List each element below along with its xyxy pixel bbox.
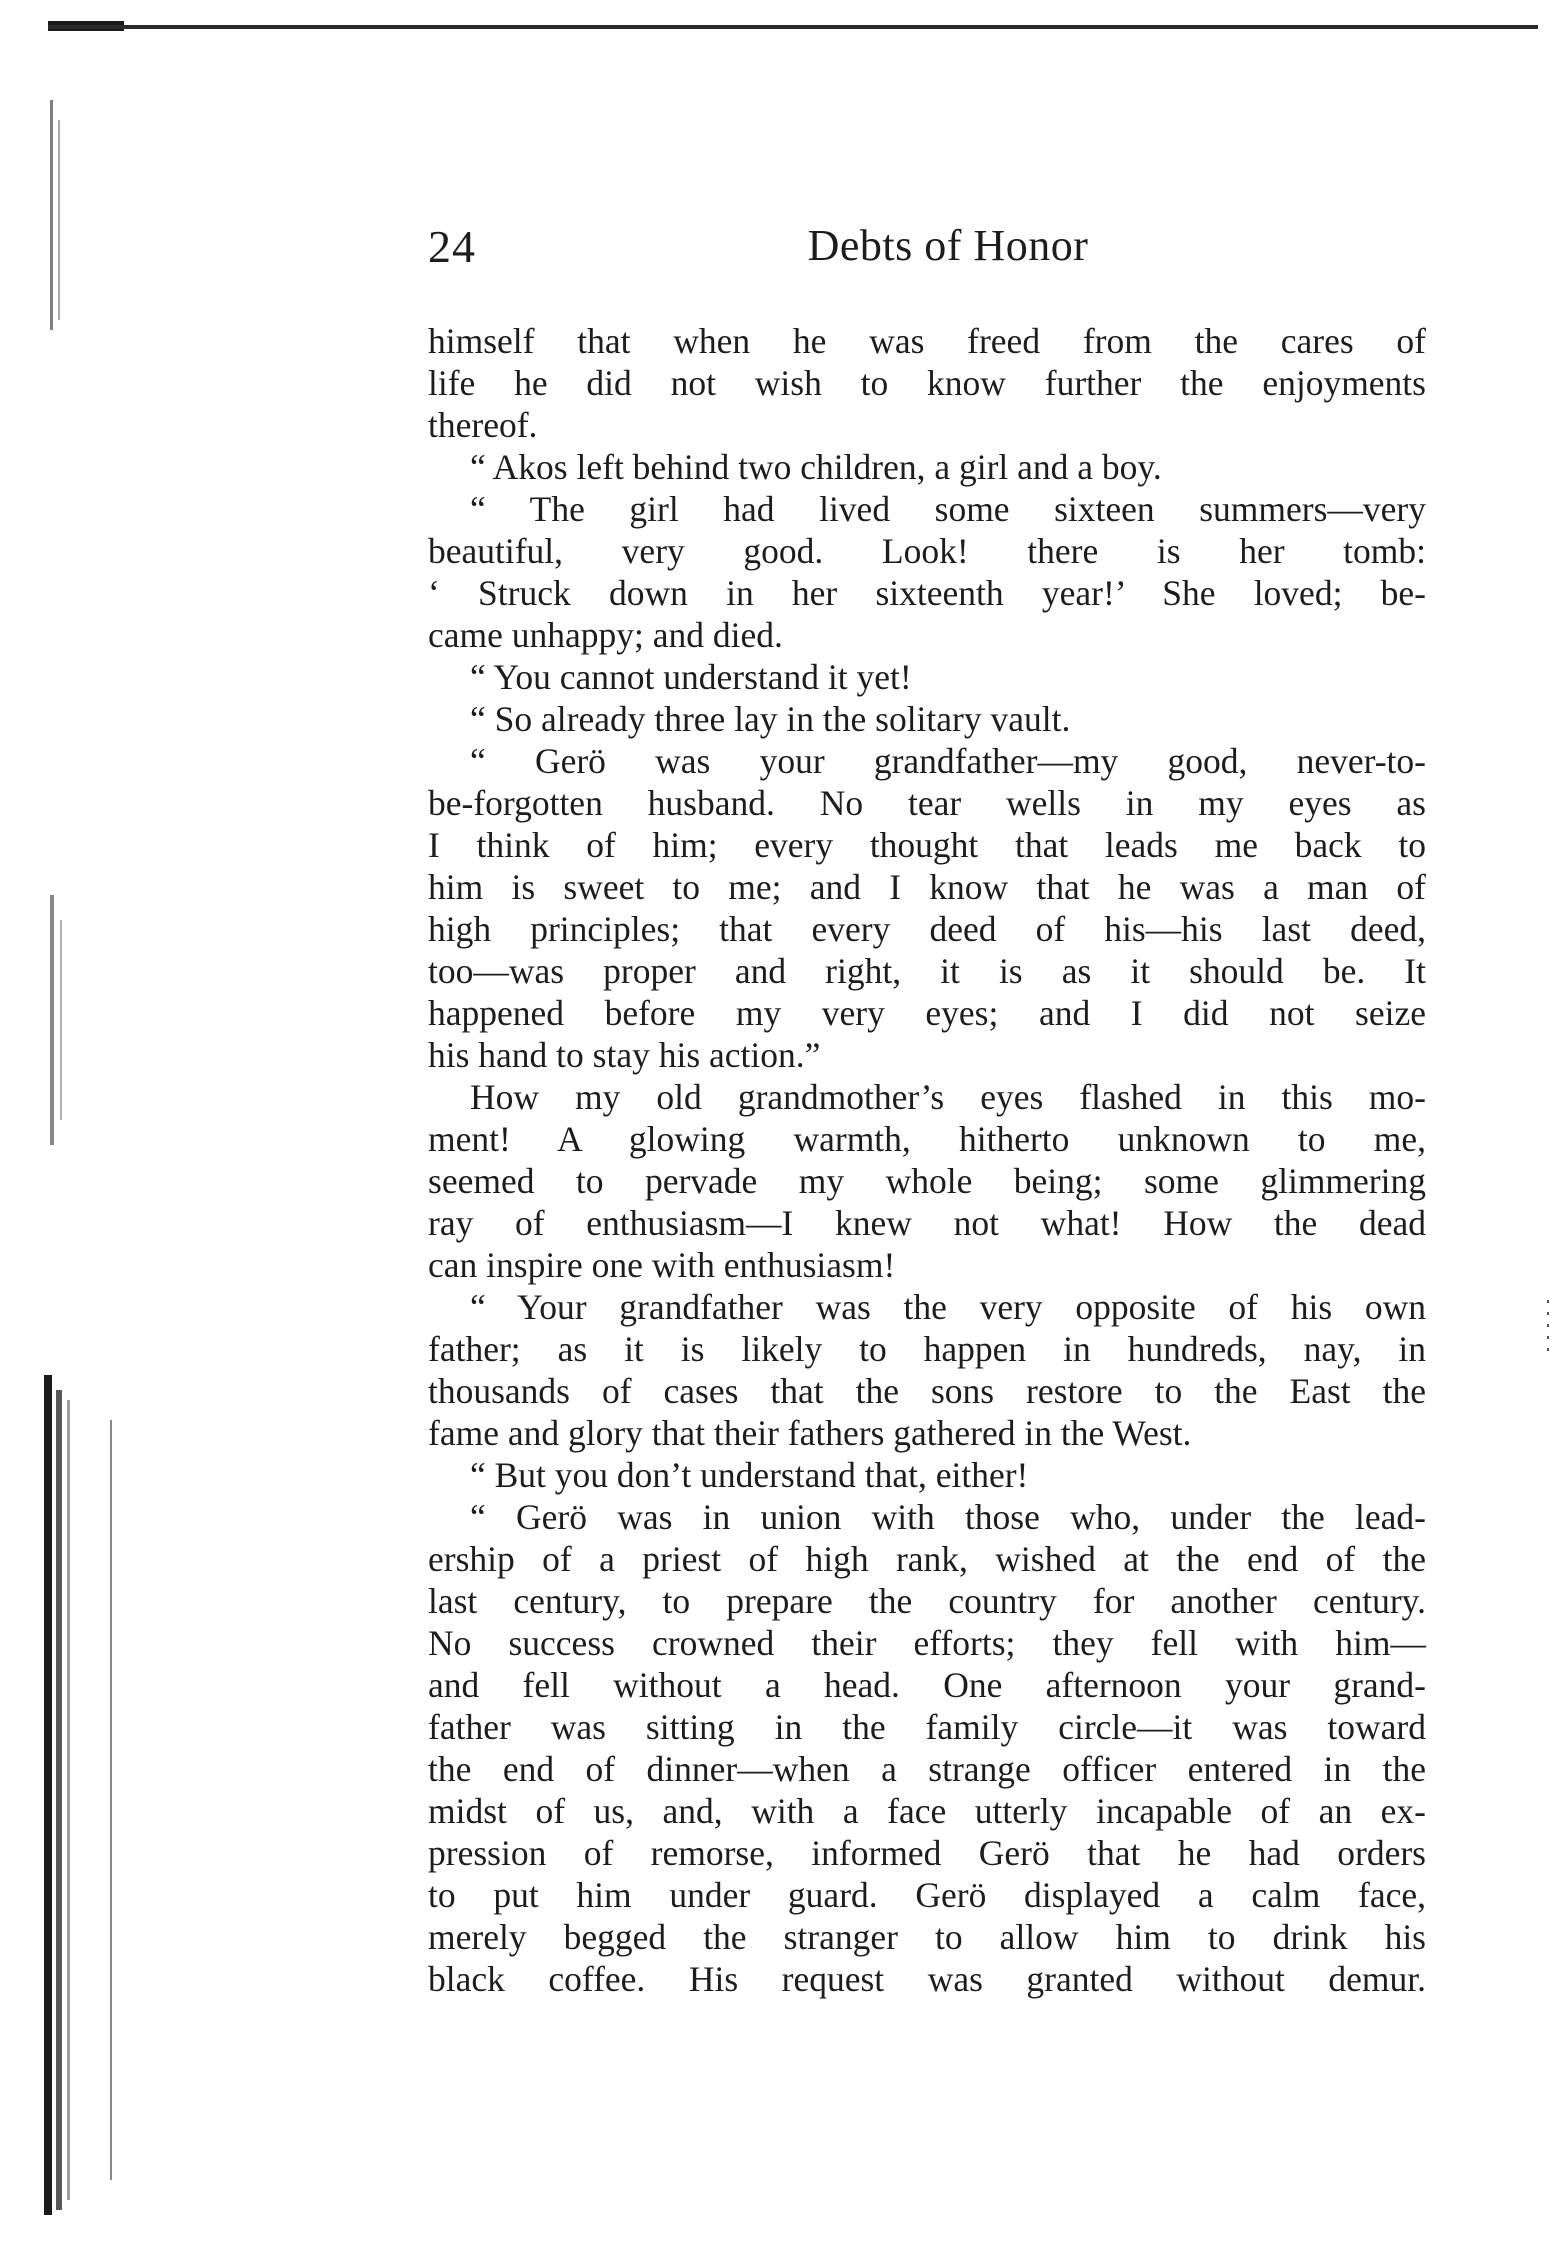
scan-edge-streak <box>56 1390 62 2210</box>
text-line: I think of him; every thought that leads me back to <box>428 825 1426 865</box>
text-line: seemed to pervade my whole being; some glimmering <box>428 1161 1426 1201</box>
text-line: himself that when he was freed from the cares of <box>428 321 1426 361</box>
text-line: came unhappy; and died. <box>428 615 783 655</box>
text-line: “ So already three lay in the solitary vault. <box>470 699 1071 739</box>
margin-dots <box>1547 1300 1549 1360</box>
scan-edge-streak <box>60 920 62 1120</box>
text-line: fame and glory that their fathers gathered in the West. <box>428 1413 1192 1453</box>
text-line: high principles; that every deed of his—his last deed, <box>428 909 1426 949</box>
text-line: ment! A glowing warmth, hitherto unknown to me, <box>428 1119 1426 1159</box>
text-line: thousands of cases that the sons restore to the East the <box>428 1371 1426 1411</box>
text-line: him is sweet to me; and I know that he was a man of <box>428 867 1426 907</box>
scan-edge-streak <box>44 1375 52 2215</box>
text-line: father; as it is likely to happen in hundreds, nay, in <box>428 1329 1426 1369</box>
page-number: 24 <box>428 221 476 272</box>
body-text <box>428 320 1426 2000</box>
text-line: merely begged the stranger to allow him to drink his <box>428 1917 1426 1957</box>
text-line: black coffee. His request was granted without demur. <box>428 1959 1426 1999</box>
text-line: last century, to prepare the country for another century. <box>428 1581 1426 1621</box>
top-border-rule <box>48 25 1538 29</box>
text-line: his hand to stay his action.” <box>428 1035 821 1075</box>
text-line: midst of us, and, with a face utterly incapable of an ex- <box>428 1791 1426 1831</box>
text-line: can inspire one with enthusiasm! <box>428 1245 896 1285</box>
text-line: beautiful, very good. Look! there is her tomb: <box>428 531 1426 571</box>
text-line: “ Your grandfather was the very opposite of his own <box>470 1287 1426 1327</box>
text-line: No success crowned their efforts; they fell with him— <box>428 1623 1426 1663</box>
text-line: ‘ Struck down in her sixteenth year!’ She loved; be- <box>428 573 1426 613</box>
scan-edge-streak <box>58 120 60 320</box>
text-line: thereof. <box>428 405 538 445</box>
text-line: “ But you don’t understand that, either! <box>470 1455 1029 1495</box>
text-line: “ Gerö was your grandfather—my good, never-to- <box>470 741 1426 781</box>
text-line: the end of dinner—when a strange officer entered in the <box>428 1749 1426 1789</box>
scan-edge-streak <box>50 100 53 330</box>
text-line: pression of remorse, informed Gerö that he had orders <box>428 1833 1426 1873</box>
running-title: Debts of Honor <box>807 221 1089 270</box>
text-line: ray of enthusiasm—I knew not what! How the dead <box>428 1203 1426 1243</box>
text-line: and fell without a head. One afternoon your grand- <box>428 1665 1426 1705</box>
text-line: How my old grandmother’s eyes flashed in this mo- <box>470 1077 1426 1117</box>
text-line: “ The girl had lived some sixteen summers—very <box>470 489 1426 529</box>
text-line: “ Akos left behind two children, a girl and a boy. <box>470 447 1162 487</box>
text-line: “ Gerö was in union with those who, under the lead- <box>470 1497 1426 1537</box>
text-line: ership of a priest of high rank, wished at the end of the <box>428 1539 1426 1579</box>
text-line: life he did not wish to know further the enjoyments <box>428 363 1426 403</box>
text-line: father was sitting in the family circle—it was toward <box>428 1707 1426 1747</box>
page-header <box>428 220 1428 280</box>
scan-edge-streak <box>110 1420 112 2180</box>
text-line: to put him under guard. Gerö displayed a calm face, <box>428 1875 1426 1915</box>
text-line: happened before my very eyes; and I did not seize <box>428 993 1426 1033</box>
text-line: be-forgotten husband. No tear wells in my eyes as <box>428 783 1426 823</box>
text-line: too—was proper and right, it is as it should be. It <box>428 951 1426 991</box>
text-line: “ You cannot understand it yet! <box>470 657 912 697</box>
scan-edge-streak <box>67 1400 70 2200</box>
scan-edge-streak <box>50 895 54 1145</box>
